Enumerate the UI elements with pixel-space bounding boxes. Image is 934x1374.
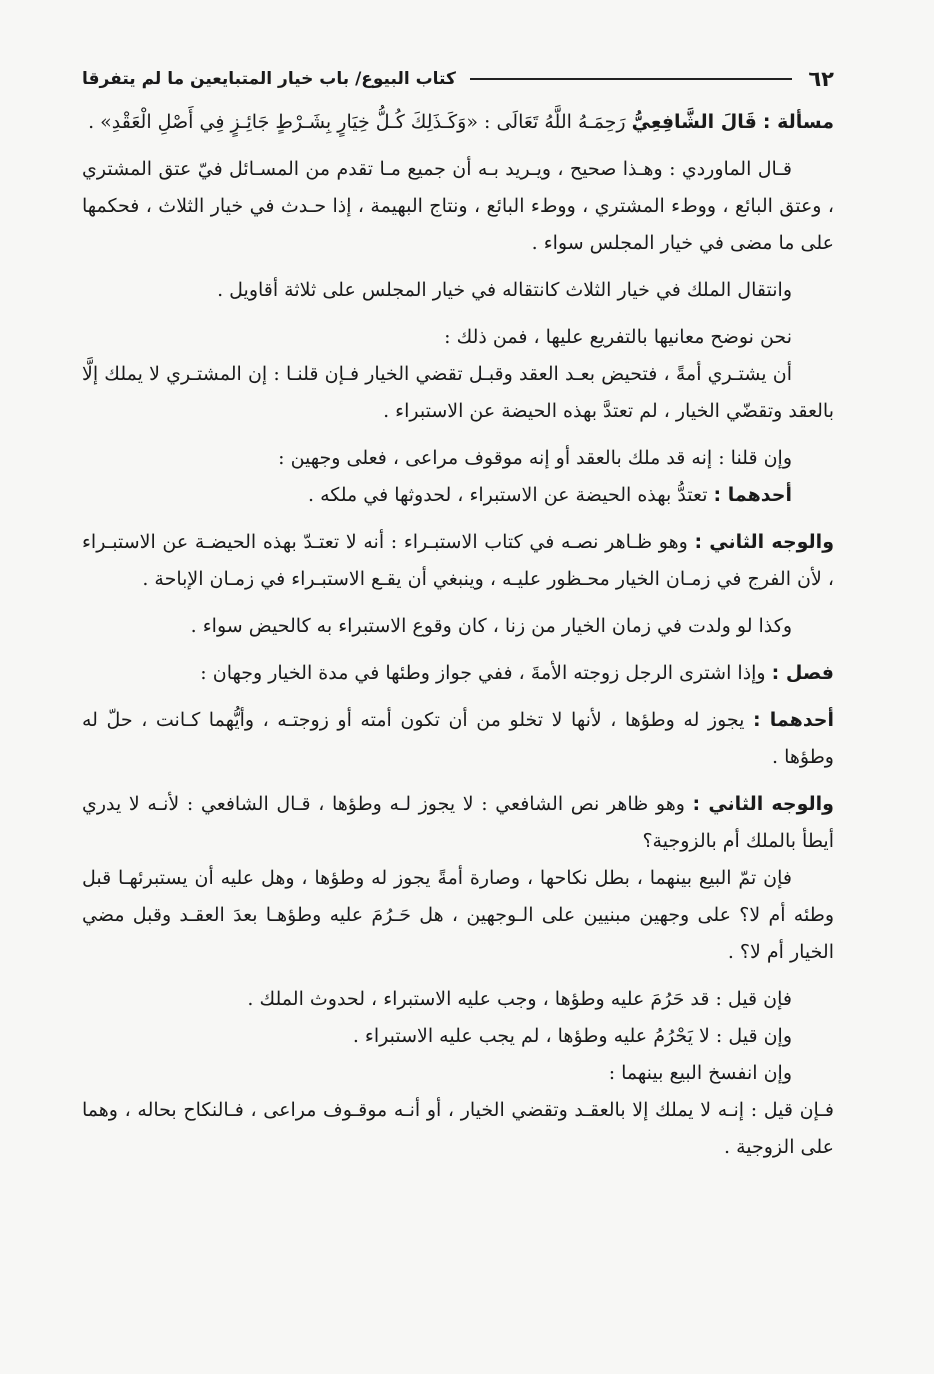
running-title: كتاب البيوع/ باب خيار المتبايعين ما لم يتفرقا (82, 69, 456, 89)
paragraph-fasl (82, 655, 834, 692)
paragraph-label: فصل : (771, 662, 834, 684)
paragraph-condition: وإن قلنا : إنه قد ملك بالعقد أو إنه موقوف مراعى ، فعلى وجهين : (278, 447, 792, 469)
paragraph-transfer: وانتقال الملك في خيار الثلاث كانتقاله في خيار المجلس على ثلاثة أقاويل . (217, 279, 792, 301)
paragraph-final: فـإن قيل : إنـه لا يملك إلا بالعقـد وتقضي الخيار ، أو أنـه موقـوف مراعى ، فـالنكاح بحاله ، وهما على الزوجية . (82, 1099, 834, 1158)
header-rule (470, 78, 793, 80)
paragraph-first-view (82, 477, 834, 514)
paragraph-intro: نحن نوضح معانيها بالتفريع عليها ، فمن ذلك : (444, 326, 792, 348)
paragraph-text: وهو ظاهر نص الشافعي : لا يجوز لـه وطؤها ، قـال الشافعي : لأنـه لا يدري أيطأ بالملك أم بالزوجية؟ (82, 793, 834, 852)
paragraph-label: مسألة : (762, 111, 834, 133)
paragraph-first-view-2 (82, 702, 834, 776)
paragraph-text: رَحِمَـهُ اللَّهُ تَعَالَى : «وَكَـذَلِكَ كُـلُّ خِيَارٍ بِشَـرْطٍ جَائِـزٍ فِي أَصْلِ الْعَقْدِ» . (88, 111, 626, 133)
page-body (82, 104, 834, 1166)
paragraph-label: أحدهما : (753, 709, 834, 731)
paragraph-second-view-2 (82, 786, 834, 860)
paragraph-label: والوجه الثاني : (692, 793, 834, 815)
paragraph-label: أحدهما : (713, 484, 792, 506)
paragraph-sale-complete: فإن تمّ البيع بينهما ، بطل نكاحها ، وصارة أمةً يجوز له وطؤها ، وهل عليه أن يستبرئهـا قبل وطئه أم لا؟ على وجهين مبنيين على الـوجهين ، هل حَـرُمَ عليه وطؤهـا بعدَ العقـد وقبل مضي الخيار أم لا؟ . (82, 867, 834, 963)
paragraph-if-said-1: فإن قيل : قد حَرُمَ عليه وطؤها ، وجب عليه الاستبراء ، لحدوث الملك . (247, 988, 792, 1010)
paragraph-text: تعتدُّ بهذه الحيضة عن الاستبراء ، لحدوثها في ملكه . (308, 484, 708, 506)
paragraph-commentary: قـال الماوردي : وهـذا صحيح ، ويـريد بـه أن جميع مـا تقدم من المسـائل فيّ عتق المشتري ، وعتق البائع ، ووطء المشتري ، ووطء البائع ، ونتاج البهيمة ، إذا حـدث في خيار الثلاث ، فحكمها على ما مضى في خيار المجلس سواء . (82, 158, 834, 254)
page-header (82, 64, 834, 94)
paragraph-text: وهو ظـاهر نصـه في كتاب الاستبـراء : أنه لا تعتـدّ بهذه الحيضـة عن الاستبـراء ، لأن الفرج في زمـان الخيار محـظور عليـه ، وينبغي أن يقـع الاستبـراء في زمـان الإباحة . (82, 531, 834, 590)
paragraph-masala (82, 104, 834, 141)
paragraph-birth: وكذا لو ولدت في زمان الخيار من زنا ، كان وقوع الاستبراء به كالحيض سواء . (190, 615, 792, 637)
paragraph-text: وإذا اشترى الرجل زوجته الأمةَ ، ففي جواز وطئها في مدة الخيار وجهان : (200, 662, 766, 684)
paragraph-if-said-2: وإن قيل : لا يَحْرُمُ عليه وطؤها ، لم يجب عليه الاستبراء . (352, 1025, 792, 1047)
paragraph-case: أن يشتـري أمةً ، فتحيض بعـد العقد وقبـل تقضي الخيار فـإن قلنـا : إن المشتـري لا يملك إلَّا بالعقد وتقضّي الخيار ، لم تعتدَّ بهذه الحيضة عن الاستبراء . (82, 363, 834, 422)
page-number: ٦٢ (808, 67, 834, 91)
paragraph-label: والوجه الثاني : (694, 531, 834, 553)
paragraph-annulled: وإن انفسخ البيع بينهما : (608, 1062, 792, 1084)
paragraph-text: يجوز له وطؤها ، لأنها لا تخلو من أن تكون أمته أو زوجتـه ، وأيُّهما كـانت ، حلّ له وطؤها . (82, 709, 834, 768)
paragraph-second-view (82, 524, 834, 598)
quoted-author: قَالَ الشَّافِعِيُّ (631, 111, 757, 133)
